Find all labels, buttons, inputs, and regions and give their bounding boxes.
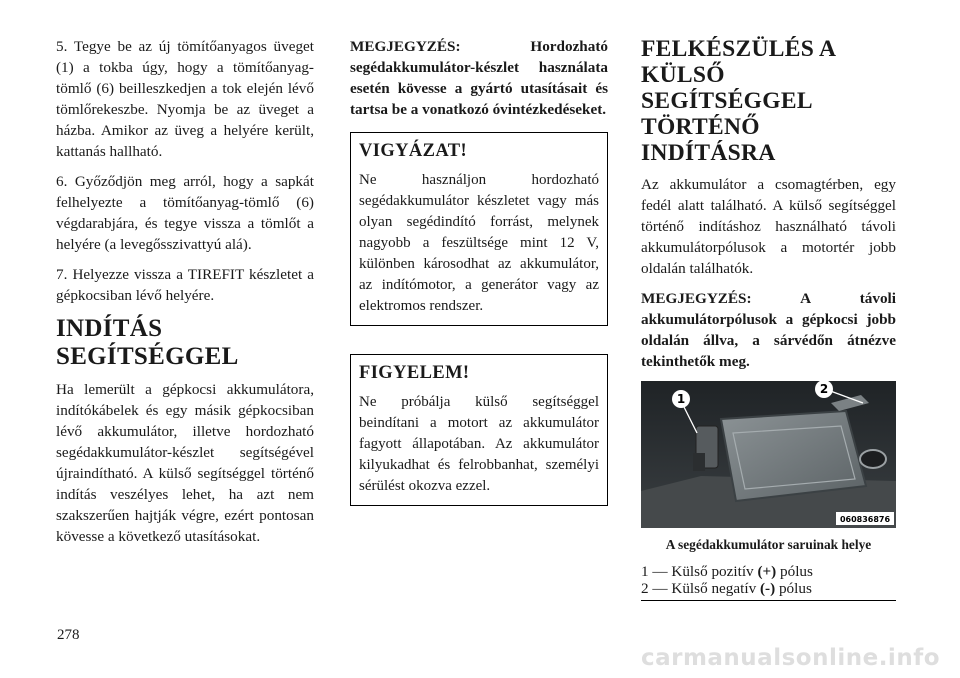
legend-divider <box>641 600 896 601</box>
legend-item-positive <box>641 563 896 580</box>
step-6-paragraph: 6. Győződjön meg arról, hogy a sapkát felhelyezte a tömítőanyag-tömlő (6) végdarabjára, és tegye vissza a tömlőt a helyére (a levegősszivattyú alá). <box>56 173 314 253</box>
engine-bay-photo <box>641 381 896 528</box>
right-column <box>641 36 896 601</box>
left-column <box>56 36 314 556</box>
watermark: carmanualsonline.info <box>640 645 940 671</box>
page-number: 278 <box>57 627 80 643</box>
figure-code: 060836876 <box>839 515 891 524</box>
legend-item-positive-text: 1 — Külső pozitív <box>641 563 758 580</box>
step-5-paragraph: 5. Tegye be az új tömítőanyagos üveget (1) a tokba úgy, hogy a tömítőanyag-tömlő (6) beilleszkedjen a tok elején lévő tömlőrekeszbe. Nyomja be az üveget a házba. Amikor az üveg a helyére került, kattanás hallható. <box>56 38 314 160</box>
legend-item-positive-suffix: pólus <box>776 563 813 580</box>
jump-start-intro: Ha lemerült a gépkocsi akkumulátora, indítókábelek és egy másik gépkocsiban lévő akkumulátor, illetve hordozható segédakkumulátor-készlet segítségével újraindítható. A külső segítséggel történő indítás veszélyes lehet, ha azt nem szakszerűen hajtják végre, ezért pontosan kövesse a következő utasításokat. <box>56 381 314 545</box>
warning-box <box>350 132 608 326</box>
caution-text: Ne próbálja külső segítséggel beindítani a motort az akkumulátor fagyott állapotában. Az akkumulátor kilyukadhat és felrobbanhat, személyi sérülést okozva ezzel. <box>359 394 599 494</box>
caution-box <box>350 354 608 506</box>
engine-bay-illustration <box>641 381 896 528</box>
figure-caption: A segédakkumulátor saruinak helye <box>665 537 872 552</box>
caution-title: FIGYELEM! <box>359 363 470 383</box>
section-heading-jump-start: INDÍTÁS SEGÍTSÉGGEL <box>56 315 239 370</box>
legend-item-negative-text: 2 — Külső negatív <box>641 580 760 597</box>
callout-1-label: 1 <box>676 392 686 406</box>
negative-symbol: (-) <box>759 580 776 597</box>
callout-2-label: 2 <box>819 382 829 396</box>
middle-column <box>350 36 608 534</box>
portable-booster-note: MEGJEGYZÉS: Hordozható segédakkumulátor-készlet használata esetén kövesse a gyártó utasításait és tartsa be a vonatkozó óvintézkedéseket. <box>350 38 608 118</box>
section-heading-preparation: FELKÉSZÜLÉS A KÜLSŐ SEGÍTSÉGGEL TÖRTÉNŐ INDÍTÁSRA <box>641 36 835 166</box>
warning-text: Ne használjon hordozható segédakkumulátor készletet vagy más olyan segédindító forrást, melynek nagyobb a feszültsége mint 12 V, különben károsodhat az akkumulátor, az indítómotor, a generátor vagy az elektromos rendszer. <box>359 172 599 314</box>
preparation-body: Az akkumulátor a csomagtérben, egy fedél alatt található. A külső segítséggel történő indításhoz használható távoli akkumulátorpólusok a motortér jobb oldalán találhatók. <box>641 176 896 277</box>
remote-terminals-note: MEGJEGYZÉS: A távoli akkumulátorpólusok a gépkocsi jobb oldalán állva, a sárvédőn átnézve tekinthetők meg. <box>641 290 896 370</box>
warning-title: VIGYÁZAT! <box>359 141 468 161</box>
legend-item-negative <box>641 580 896 597</box>
legend-item-negative-suffix: pólus <box>775 580 812 597</box>
positive-symbol: (+) <box>757 563 777 580</box>
step-7-paragraph: 7. Helyezze vissza a TIREFIT készletet a gépkocsiban lévő helyére. <box>56 266 314 304</box>
